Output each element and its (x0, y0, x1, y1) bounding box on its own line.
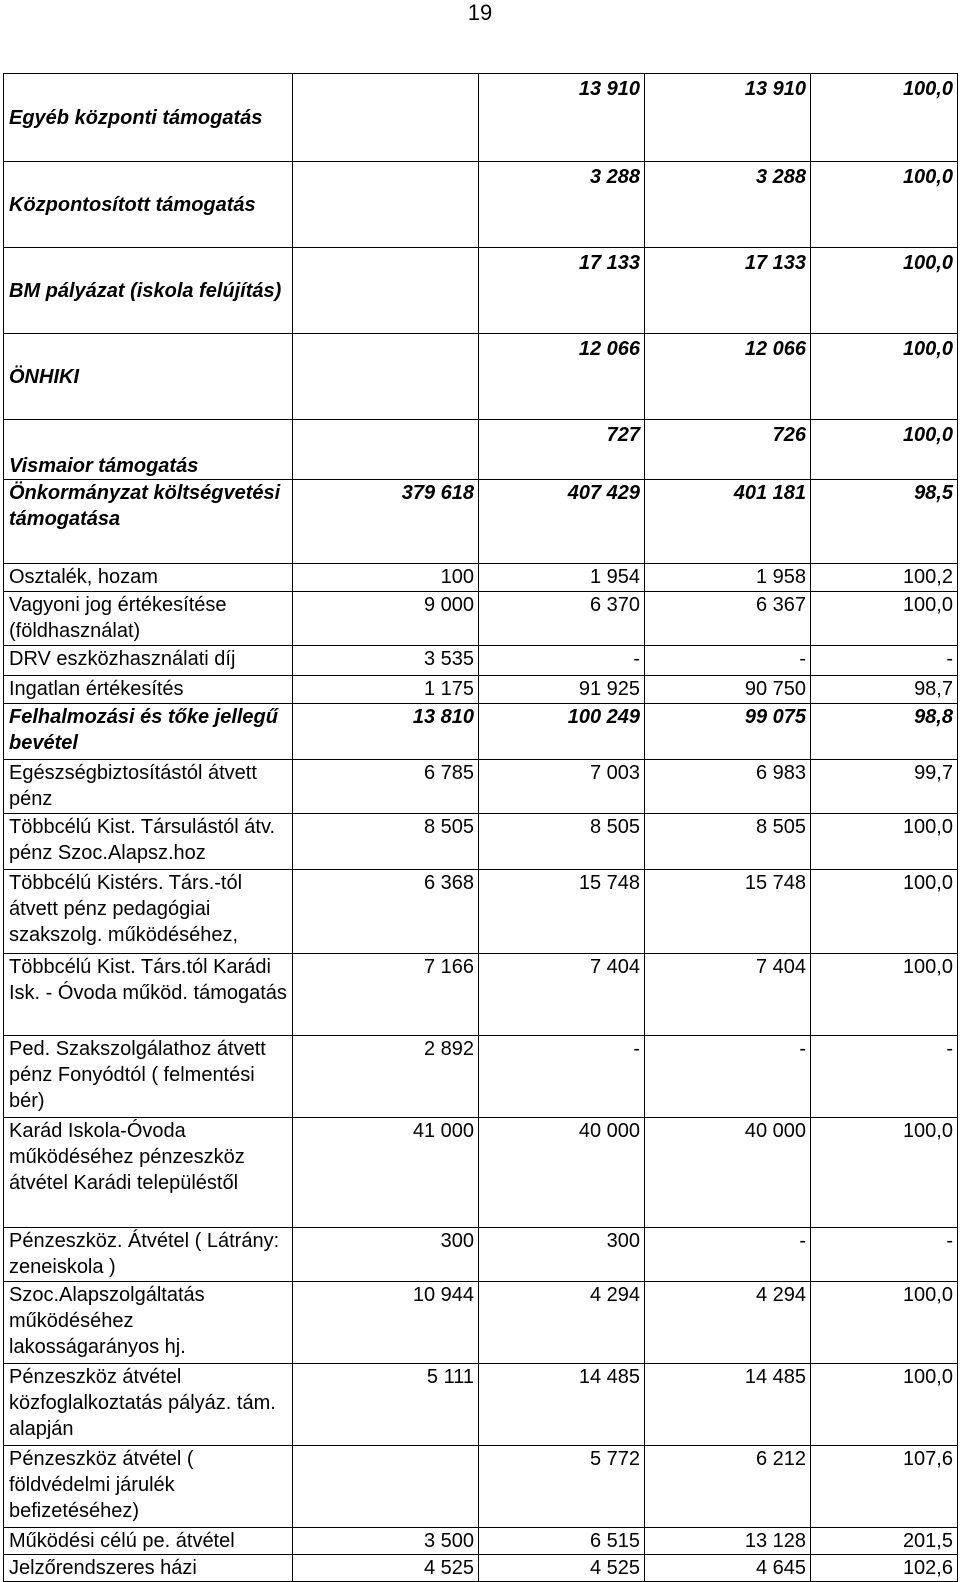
value-cell-3: 4 294 (645, 1282, 811, 1364)
table-row (4, 1555, 958, 1582)
table-row (4, 564, 958, 592)
row-label: Pénzeszköz. Átvétel ( Látrány: zeneiskola ) (4, 1228, 293, 1282)
value-cell-2: 7 404 (479, 954, 645, 1036)
table-row (4, 1036, 958, 1118)
value-cell-4: 100,0 (811, 162, 958, 248)
value-cell-1: 6 785 (293, 760, 479, 814)
table-row (4, 480, 958, 564)
table-row (4, 592, 958, 646)
row-label: ÖNHIKI (4, 334, 293, 420)
row-label: Egyéb központi támogatás (4, 74, 293, 162)
value-cell-3: - (645, 646, 811, 676)
value-cell-4: 100,0 (811, 592, 958, 646)
value-cell-4: - (811, 1228, 958, 1282)
value-cell-4: 100,0 (811, 248, 958, 334)
value-cell-4: 100,0 (811, 870, 958, 954)
value-cell-1 (293, 248, 479, 334)
row-label: Ingatlan értékesítés (4, 676, 293, 704)
value-cell-2: 91 925 (479, 676, 645, 704)
value-cell-3: 401 181 (645, 480, 811, 564)
budget-table (3, 73, 958, 1582)
table-row (4, 1446, 958, 1528)
page-number: 19 (467, 0, 493, 25)
row-label: Pénzeszköz átvétel ( földvédelmi járulék befizetéséhez) (4, 1446, 293, 1528)
row-label: Felhalmozási és tőke jellegű bevétel (4, 704, 293, 760)
table-row (4, 760, 958, 814)
value-cell-2: 15 748 (479, 870, 645, 954)
value-cell-1: 9 000 (293, 592, 479, 646)
value-cell-2: 12 066 (479, 334, 645, 420)
value-cell-3: 14 485 (645, 1364, 811, 1446)
value-cell-3: 3 288 (645, 162, 811, 248)
table-row (4, 1282, 958, 1364)
value-cell-1: 4 525 (293, 1555, 479, 1582)
value-cell-4: 100,0 (811, 334, 958, 420)
value-cell-3: 8 505 (645, 814, 811, 870)
table-row (4, 248, 958, 334)
value-cell-1 (293, 74, 479, 162)
row-label: Többcélú Kist. Társ.tól Karádi Isk. - Óvoda működ. támogatás (4, 954, 293, 1036)
value-cell-1: 6 368 (293, 870, 479, 954)
table-row (4, 954, 958, 1036)
value-cell-3: 6 367 (645, 592, 811, 646)
row-label: Jelzőrendszeres házi (4, 1555, 293, 1582)
row-label: Szoc.Alapszolgáltatás működéséhez lakosságarányos hj. (4, 1282, 293, 1364)
value-cell-1: 13 810 (293, 704, 479, 760)
value-cell-1 (293, 162, 479, 248)
value-cell-2: 100 249 (479, 704, 645, 760)
value-cell-2: 4 525 (479, 1555, 645, 1582)
value-cell-1: 8 505 (293, 814, 479, 870)
row-label: Egészségbiztosítástól átvett pénz (4, 760, 293, 814)
value-cell-2: 727 (479, 420, 645, 480)
value-cell-1: 7 166 (293, 954, 479, 1036)
row-label: Vismaior támogatás (4, 420, 293, 480)
value-cell-4: 100,2 (811, 564, 958, 592)
table-row (4, 676, 958, 704)
table-row (4, 1228, 958, 1282)
row-label: Központosított támogatás (4, 162, 293, 248)
value-cell-3: - (645, 1036, 811, 1118)
value-cell-2: - (479, 1036, 645, 1118)
value-cell-2: 6 515 (479, 1528, 645, 1555)
row-label: Ped. Szakszolgálathoz átvett pénz Fonyódtól ( felmentési bér) (4, 1036, 293, 1118)
value-cell-1: 5 111 (293, 1364, 479, 1446)
value-cell-3: 99 075 (645, 704, 811, 760)
value-cell-2: 1 954 (479, 564, 645, 592)
value-cell-1: 300 (293, 1228, 479, 1282)
value-cell-2: 7 003 (479, 760, 645, 814)
value-cell-1: 379 618 (293, 480, 479, 564)
value-cell-2: 407 429 (479, 480, 645, 564)
value-cell-4: 100,0 (811, 954, 958, 1036)
value-cell-2: 13 910 (479, 74, 645, 162)
table-row (4, 420, 958, 480)
value-cell-3: 4 645 (645, 1555, 811, 1582)
row-label: Többcélú Kistérs. Társ.-tól átvett pénz pedagógiai szakszolg. működéséhez, (4, 870, 293, 954)
value-cell-3: 13 910 (645, 74, 811, 162)
value-cell-4: 102,6 (811, 1555, 958, 1582)
value-cell-4: 107,6 (811, 1446, 958, 1528)
value-cell-2: 40 000 (479, 1118, 645, 1228)
value-cell-2: 3 288 (479, 162, 645, 248)
table-row (4, 704, 958, 760)
table-row (4, 814, 958, 870)
value-cell-4: 100,0 (811, 1118, 958, 1228)
row-label: Pénzeszköz átvétel közfoglalkoztatás pályáz. tám. alapján (4, 1364, 293, 1446)
table-row (4, 162, 958, 248)
table-row (4, 646, 958, 676)
value-cell-4: 100,0 (811, 814, 958, 870)
value-cell-1: 3 500 (293, 1528, 479, 1555)
value-cell-4: 98,7 (811, 676, 958, 704)
value-cell-1: 100 (293, 564, 479, 592)
value-cell-4: 100,0 (811, 74, 958, 162)
value-cell-1: 41 000 (293, 1118, 479, 1228)
table-row (4, 334, 958, 420)
value-cell-3: - (645, 1228, 811, 1282)
value-cell-2: 14 485 (479, 1364, 645, 1446)
row-label: DRV eszközhasználati díj (4, 646, 293, 676)
value-cell-3: 6 983 (645, 760, 811, 814)
value-cell-3: 90 750 (645, 676, 811, 704)
row-label: Önkormányzat költségvetési támogatása (4, 480, 293, 564)
value-cell-4: 98,8 (811, 704, 958, 760)
value-cell-2: 6 370 (479, 592, 645, 646)
value-cell-2: 5 772 (479, 1446, 645, 1528)
value-cell-1: 10 944 (293, 1282, 479, 1364)
value-cell-3: 6 212 (645, 1446, 811, 1528)
value-cell-3: 1 958 (645, 564, 811, 592)
row-label: Karád Iskola-Óvoda működéséhez pénzeszköz átvétel Karádi településtől (4, 1118, 293, 1228)
row-label: Vagyoni jog értékesítése (földhasználat) (4, 592, 293, 646)
row-label: BM pályázat (iskola felújítás) (4, 248, 293, 334)
value-cell-2: 17 133 (479, 248, 645, 334)
value-cell-1: 2 892 (293, 1036, 479, 1118)
value-cell-3: 12 066 (645, 334, 811, 420)
value-cell-4: 100,0 (811, 1364, 958, 1446)
value-cell-4: 100,0 (811, 420, 958, 480)
value-cell-3: 15 748 (645, 870, 811, 954)
value-cell-4: 201,5 (811, 1528, 958, 1555)
value-cell-1: 1 175 (293, 676, 479, 704)
table-row (4, 74, 958, 162)
table-row (4, 1528, 958, 1555)
value-cell-3: 13 128 (645, 1528, 811, 1555)
table-row (4, 1364, 958, 1446)
row-label: Osztalék, hozam (4, 564, 293, 592)
value-cell-4: 100,0 (811, 1282, 958, 1364)
value-cell-4: 99,7 (811, 760, 958, 814)
value-cell-4: - (811, 1036, 958, 1118)
value-cell-2: 8 505 (479, 814, 645, 870)
row-label: Többcélú Kist. Társulástól átv. pénz Szoc.Alapsz.hoz (4, 814, 293, 870)
table-row (4, 870, 958, 954)
value-cell-3: 40 000 (645, 1118, 811, 1228)
value-cell-1 (293, 1446, 479, 1528)
value-cell-1 (293, 334, 479, 420)
row-label: Működési célú pe. átvétel (4, 1528, 293, 1555)
value-cell-2: - (479, 646, 645, 676)
value-cell-4: - (811, 646, 958, 676)
value-cell-1: 3 535 (293, 646, 479, 676)
value-cell-3: 726 (645, 420, 811, 480)
value-cell-2: 300 (479, 1228, 645, 1282)
value-cell-1 (293, 420, 479, 480)
value-cell-2: 4 294 (479, 1282, 645, 1364)
table-row (4, 1118, 958, 1228)
value-cell-4: 98,5 (811, 480, 958, 564)
value-cell-3: 7 404 (645, 954, 811, 1036)
value-cell-3: 17 133 (645, 248, 811, 334)
